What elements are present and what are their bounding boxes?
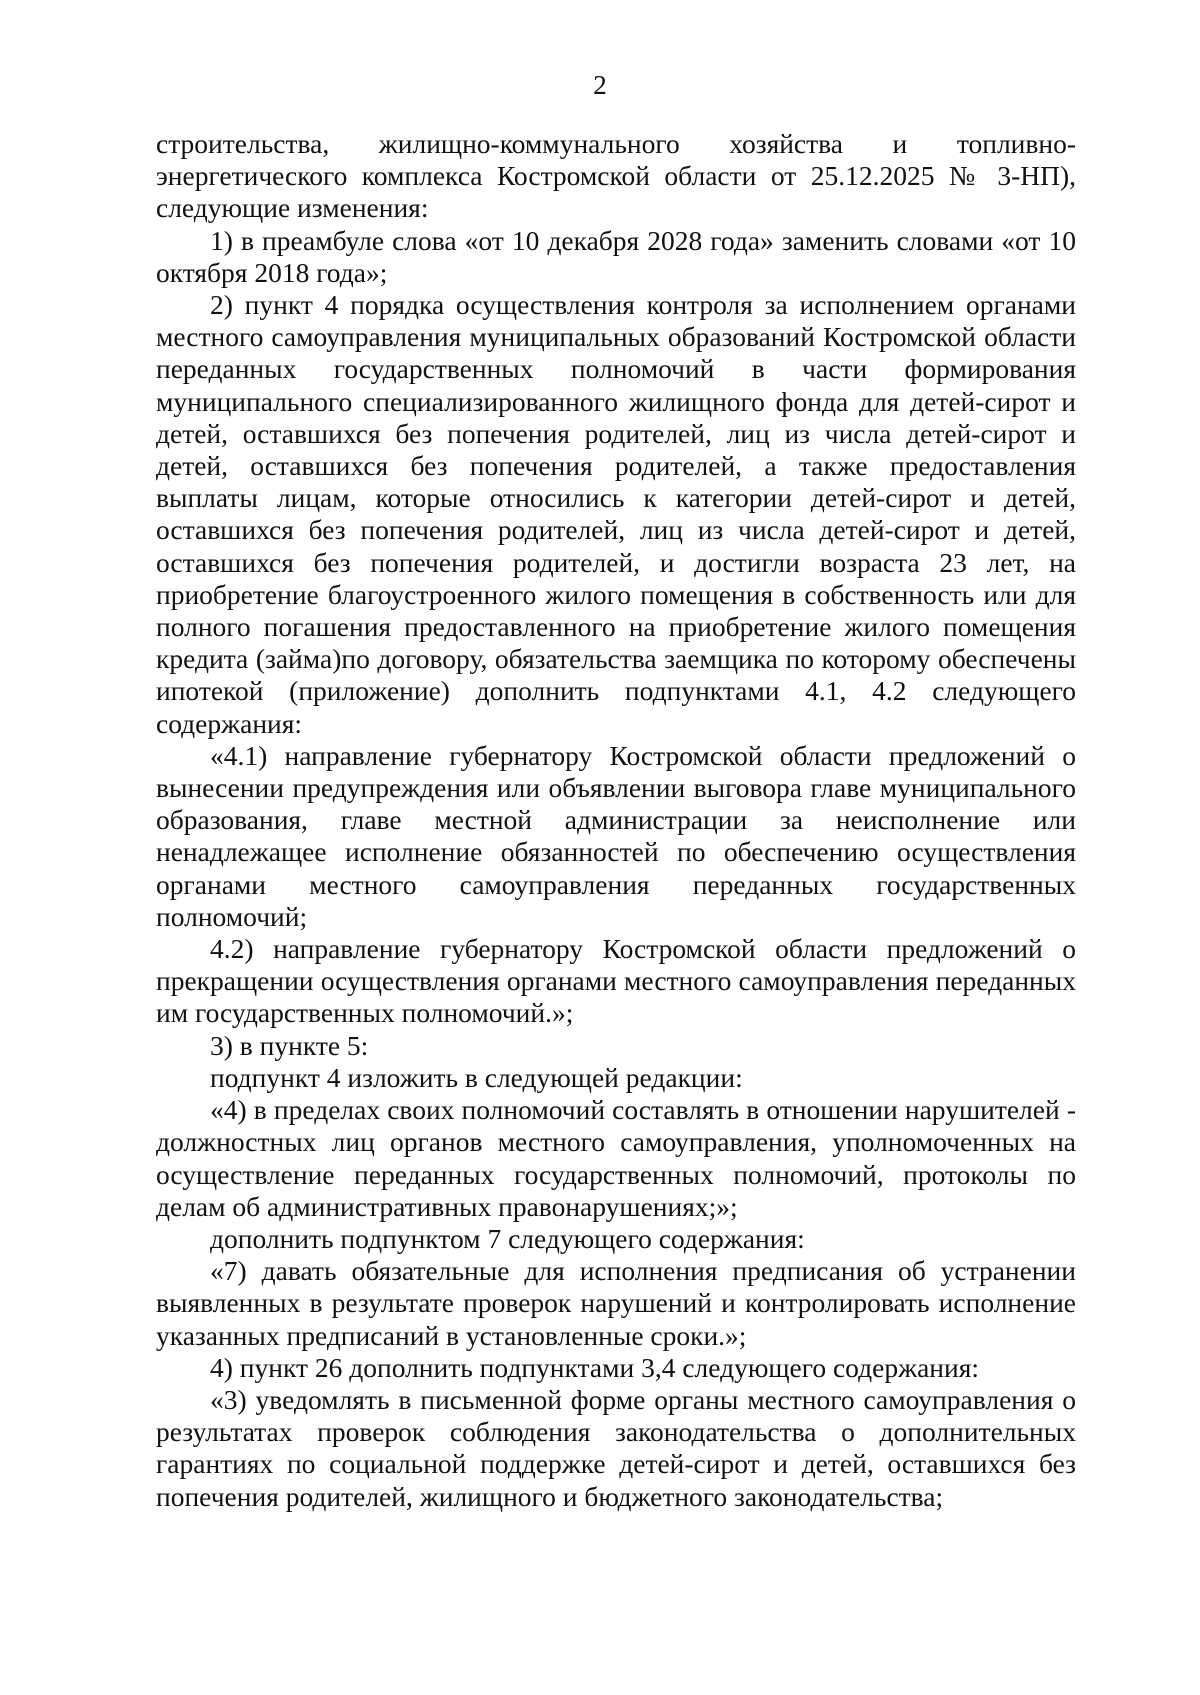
paragraph-5: 4.2) направление губернатору Костромской области предложений о прекращении осуществления органами местного самоуправления переданных им государственных полномочий.»; bbox=[156, 933, 1076, 1029]
paragraph-11: 4) пункт 26 дополнить подпунктами 3,4 следующего содержания: bbox=[210, 1351, 980, 1383]
paragraph-1: строительства, жилищно-коммунального хозяйства и топливно-энергетического комплекса Костромской области от 25.12.2025 № 3-НП), следующие изменения: bbox=[156, 128, 1076, 224]
paragraph-10: «7) давать обязательные для исполнения предписания об устранении выявленных в результате проверок нарушений и контролировать исполнение указанных предписаний в установленные сроки.»; bbox=[156, 1255, 1076, 1351]
document-body bbox=[156, 128, 1076, 1513]
paragraph-9: дополнить подпунктом 7 следующего содержания: bbox=[210, 1222, 805, 1254]
paragraph-7: подпункт 4 изложить в следующей редакции: bbox=[210, 1061, 743, 1093]
page-number: 2 bbox=[593, 70, 607, 100]
paragraph-6: 3) в пункте 5: bbox=[210, 1029, 369, 1061]
paragraph-4: «4.1) направление губернатору Костромской области предложений о вынесении предупреждения или объявлении выговора главе муниципального образования, главе местной администрации за неисполнение или ненадлежащее исполнение обязанностей по обеспечению осуществления органами местного самоуправления переданных государственных полномочий; bbox=[156, 739, 1076, 932]
paragraph-12: «3) уведомлять в письменной форме органы местного самоуправления о результатах проверок соблюдения законодательства о дополнительных гарантиях по социальной поддержке детей-сирот и детей, оставшихся без попечения родителей, жилищного и бюджетного законодательства; bbox=[156, 1383, 1076, 1512]
paragraph-8: «4) в пределах своих полномочий составлять в отношении нарушителей - должностных лиц органов местного самоуправления, уполномоченных на осуществление переданных государственных полномочий, протоколы по делам об административных правонарушениях;»; bbox=[156, 1094, 1076, 1222]
paragraph-2: 1) в преамбуле слова «от 10 декабря 2028 года» заменить словами «от 10 октября 2018 года»; bbox=[156, 224, 1076, 288]
paragraph-3: 2) пункт 4 порядка осуществления контроля за исполнением органами местного самоуправления муниципальных образований Костромской области переданных государственных полномочий в части формирования муниципального специализированного жилищного фонда для детей-сирот и детей, оставшихся без попечения родителей, лиц из числа детей-сирот и детей, оставшихся без попечения родителей, а также предоставления выплаты лицам, которые относились к категории детей-сирот и детей, оставшихся без попечения родителей, лиц из числа детей-сирот и детей, оставшихся без попечения родителей, и достигли возраста 23 лет, на приобретение благоустроенного жилого помещения в собственность или для полного погашения предоставленного на приобретение жилого помещения кредита (займа)по договору, обязательства заемщика по которому обеспечены ипотекой (приложение) дополнить подпунктами 4.1, 4.2 следующего содержания: bbox=[156, 289, 1076, 739]
